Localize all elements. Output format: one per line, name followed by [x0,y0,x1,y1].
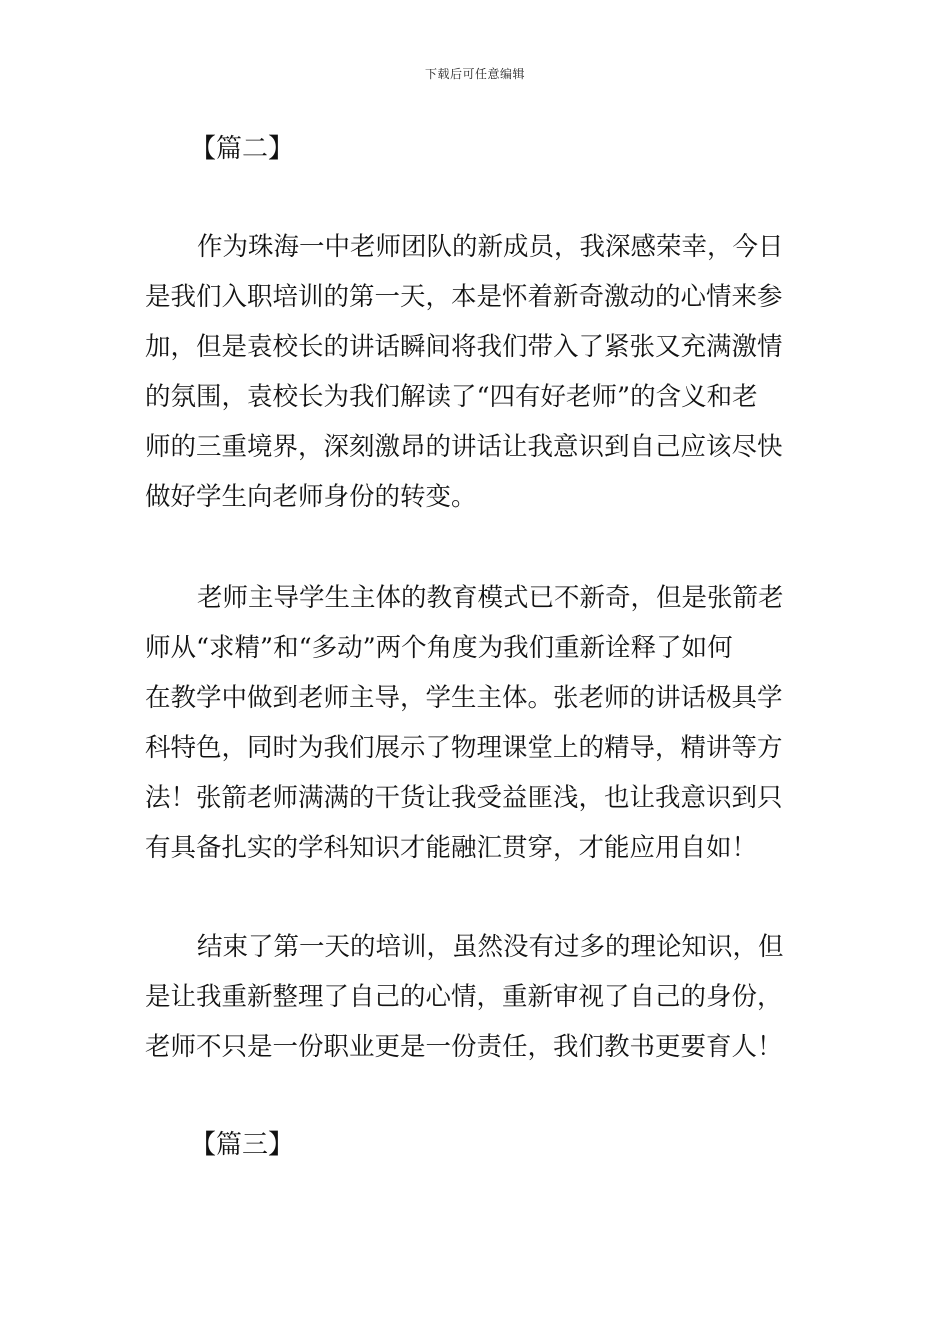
paragraph-line: 结束了第一天的培训，虽然没有过多的理论知识，但 [197,932,784,962]
paragraph-line: 做好学生向老师身份的转变。 [145,482,477,512]
paragraph-2 [145,573,810,873]
paragraph-line: 加，但是袁校长的讲话瞬间将我们带入了紧张又充满激情 [145,332,783,362]
paragraph-line: 是我们入职培训的第一天，本是怀着新奇激动的心情来参 [145,282,783,312]
paragraph-1 [145,222,810,522]
paragraph-line: 是让我重新整理了自己的心情，重新审视了自己的身份， [145,982,783,1012]
paragraph-line: 在教学中做到老师主导，学生主体。张老师的讲话极具学 [145,683,783,713]
paragraph-line: 师从“求精”和“多动”两个角度为我们重新诠释了如何 [145,633,733,663]
paragraph-line: 师的三重境界，深刻激昂的讲话让我意识到自己应该尽快 [145,432,783,462]
paragraph-3 [145,922,810,1072]
paragraph-line: 法！张箭老师满满的干货让我受益匪浅，也让我意识到只 [145,783,783,813]
paragraph-line: 作为珠海一中老师团队的新成员，我深感荣幸，今日 [197,232,784,262]
paragraph-line: 的氛围，袁校长为我们解读了“四有好老师”的含义和老 [145,382,758,412]
paragraph-line: 科特色，同时为我们展示了物理课堂上的精导，精讲等方 [145,733,783,763]
section-heading-2: 【篇二】 [190,134,295,164]
paragraph-line: 老师不只是一份职业更是一份责任，我们教书更要育人！ [145,1032,783,1062]
page-header-note: 下载后可任意编辑 [424,67,525,81]
paragraph-line: 有具备扎实的学科知识才能融汇贯穿，才能应用自如！ [145,833,758,863]
paragraph-line: 老师主导学生主体的教育模式已不新奇，但是张箭老 [197,583,784,613]
section-heading-3: 【篇三】 [190,1130,295,1160]
